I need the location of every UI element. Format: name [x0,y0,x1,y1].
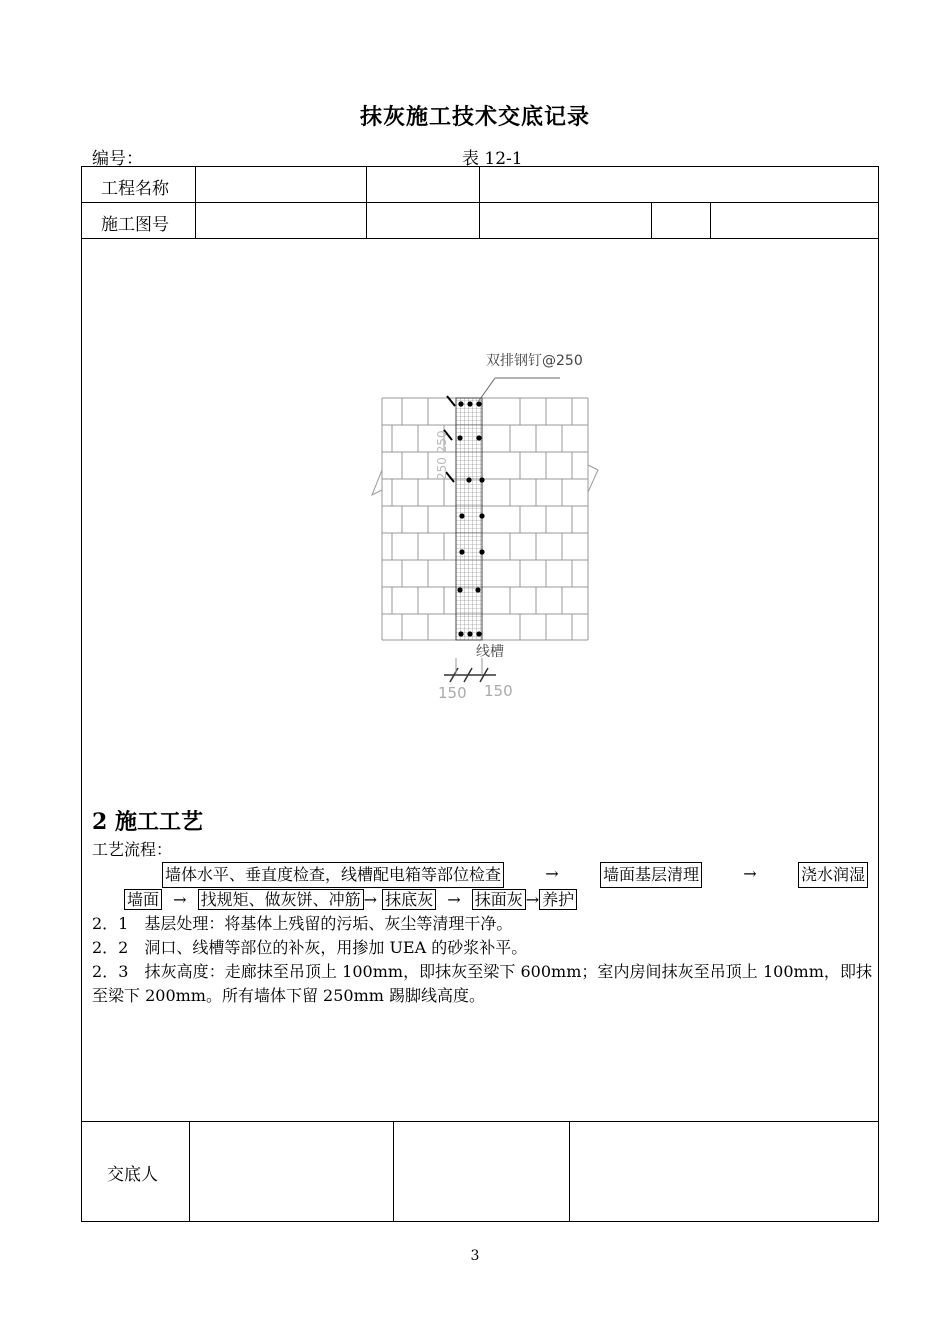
arrow: → [545,864,559,883]
groove-mesh [456,398,482,640]
item-2-2: 2．2 洞口、线槽等部位的补灰，用掺加 UEA 的砂浆补平。 [92,938,528,957]
col-divider [569,1121,570,1222]
step-2: 墙面基层清理 [600,862,702,888]
col-divider [189,1121,190,1222]
number-label: 编号： [92,149,143,169]
drawing-number-label: 施工图号 [101,215,169,235]
item-2-1: 2．1 基层处理：将基体上残留的污垢、灰尘等清理干净。 [92,914,513,933]
project-name-label: 工程名称 [101,179,169,199]
page-title: 抹灰施工技术交底记录 [359,104,590,130]
table-number: 表 12-1 [462,149,523,169]
col-divider [710,202,711,238]
wall-groove-diagram [360,340,610,710]
col-divider [479,166,480,238]
arrow: → [447,890,461,909]
col-divider [366,166,367,238]
arrow: → [173,890,187,909]
presenter-label: 交底人 [107,1165,158,1185]
row-divider [81,1121,879,1122]
nail-label: 双排钢钉@250 [486,353,583,369]
flow-line-2 [92,888,872,912]
row-divider [81,238,879,239]
step-7: 养护 [539,889,577,910]
arrow: → [525,890,540,909]
row-divider [81,202,879,203]
col-divider [393,1121,394,1222]
step-5: 抹底灰 [382,889,436,910]
col-divider [195,166,196,238]
arrow: → [363,890,378,909]
arrow: → [743,864,757,883]
step-3-part1: 浇水润湿 [798,862,868,888]
item-2-3: 2．3 抹灰高度：走廊抹至吊顶上 100mm，即抹灰至梁下 600mm；室内房间抹灰至吊顶上 100mm，即抹至梁下 200mm。所有墙体下留 250mm 踢脚线高度。 [92,962,872,1005]
process-section [92,806,872,1008]
dim-left: 150 [438,684,467,702]
groove-label: 线槽 [476,644,504,660]
section-heading: 2 施工工艺 [92,809,203,835]
step-6: 抹面灰 [472,889,526,910]
flow-label: 工艺流程： [92,840,173,859]
step-3-part2: 墙面 [124,889,162,910]
flow-line-1 [92,862,868,888]
dim-vertical: 250 250 [435,430,449,480]
step-4: 找规矩、做灰饼、冲筋 [198,889,364,910]
dim-right: 150 [484,682,513,700]
step-1: 墙体水平、垂直度检查，线槽配电箱等部位检查 [162,862,504,888]
brick-wall [372,398,598,640]
col-divider [651,202,652,238]
page-number: 3 [470,1248,480,1264]
dimension-line [444,658,496,682]
